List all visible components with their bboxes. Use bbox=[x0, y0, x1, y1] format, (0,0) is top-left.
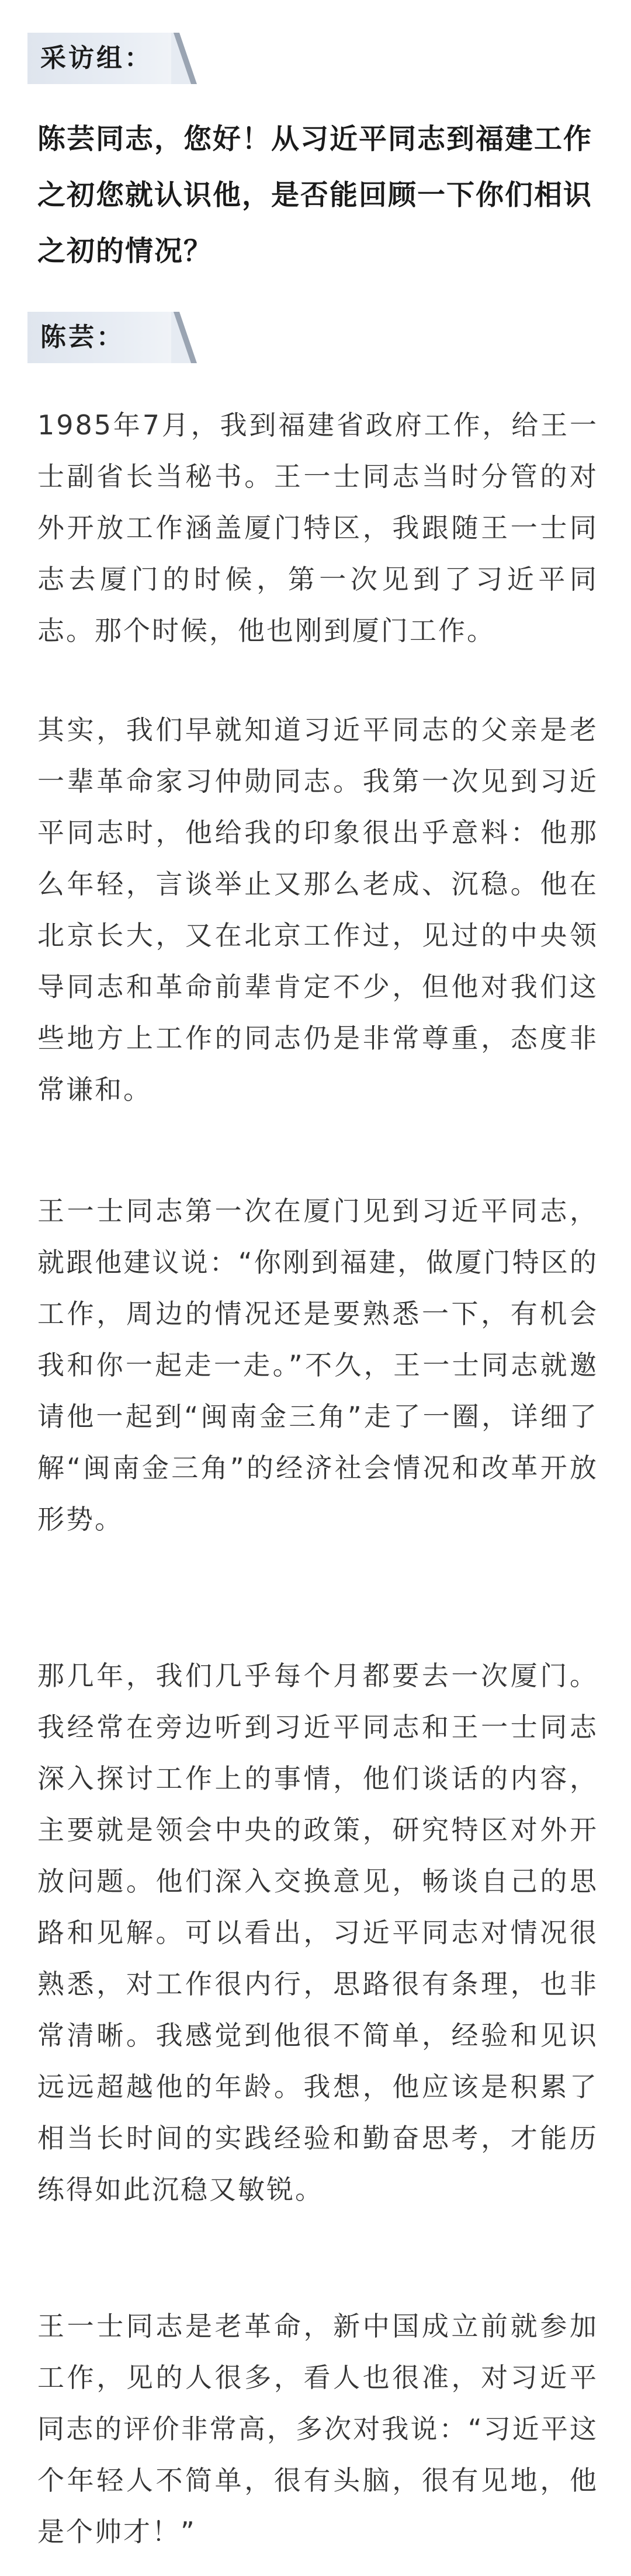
interviewer-tag bbox=[27, 33, 197, 84]
answer-speaker-label: 陈芸： bbox=[40, 322, 124, 352]
tag-fold-icon bbox=[171, 312, 197, 363]
answer-paragraph: 1985年7月，我到福建省政府工作，给王一士副省长当秘书。王一士同志当时分管的对外开放工作涵盖厦门特区，我跟随王一士同志去厦门的时候，第一次见到了习近平同志。那个时候，他也刚到厦门工作。 bbox=[37, 409, 598, 646]
answer-paragraph: 王一士同志是老革命，新中国成立前就参加工作，见的人很多，看人也很准，对习近平同志的评价非常高，多次对我说：“习近平这个年轻人不简单，很有头脑，很有见地，他是个帅才！” bbox=[37, 2310, 598, 2547]
answer-paragraph: 那几年，我们几乎每个月都要去一次厦门。我经常在旁边听到习近平同志和王一士同志深入探讨工作上的事情，他们谈话的内容，主要就是领会中央的政策，研究特区对外开放问题。他们深入交换意见，畅谈自己的思路和见解。可以看出，习近平同志对情况很熟悉，对工作很内行，思路很有条理，也非常清晰。我感觉到他很不简单，经验和见识远远超越他的年龄。我想，他应该是积累了相当长时间的实践经验和勤奋思考，才能历练得如此沉稳又敏锐。 bbox=[37, 1660, 598, 2205]
interviewer-label: 采访组： bbox=[40, 43, 152, 73]
tag-fold-icon bbox=[171, 33, 197, 84]
interview-question: 陈芸同志，您好！从习近平同志到福建工作之初您就认识他，是否能回顾一下你们相识之初的情况？ bbox=[37, 123, 593, 267]
answer-paragraph: 其实，我们早就知道习近平同志的父亲是老一辈革命家习仲勋同志。我第一次见到习近平同志时，他给我的印象很出乎意料：他那么年轻，言谈举止又那么老成、沉稳。他在北京长大，又在北京工作过，见过的中央领导同志和革命前辈肯定不少，但他对我们这些地方上工作的同志仍是非常尊重，态度非常谦和。 bbox=[37, 714, 598, 1105]
answer-paragraph: 王一士同志第一次在厦门见到习近平同志，就跟他建议说：“你刚到福建，做厦门特区的工作，周边的情况还是要熟悉一下，有机会我和你一起走一走。”不久，王一士同志就邀请他一起到“闽南金三角”走了一圈，详细了解“闽南金三角”的经济社会情况和改革开放形势。 bbox=[37, 1195, 598, 1535]
answer-speaker-tag bbox=[27, 312, 197, 363]
